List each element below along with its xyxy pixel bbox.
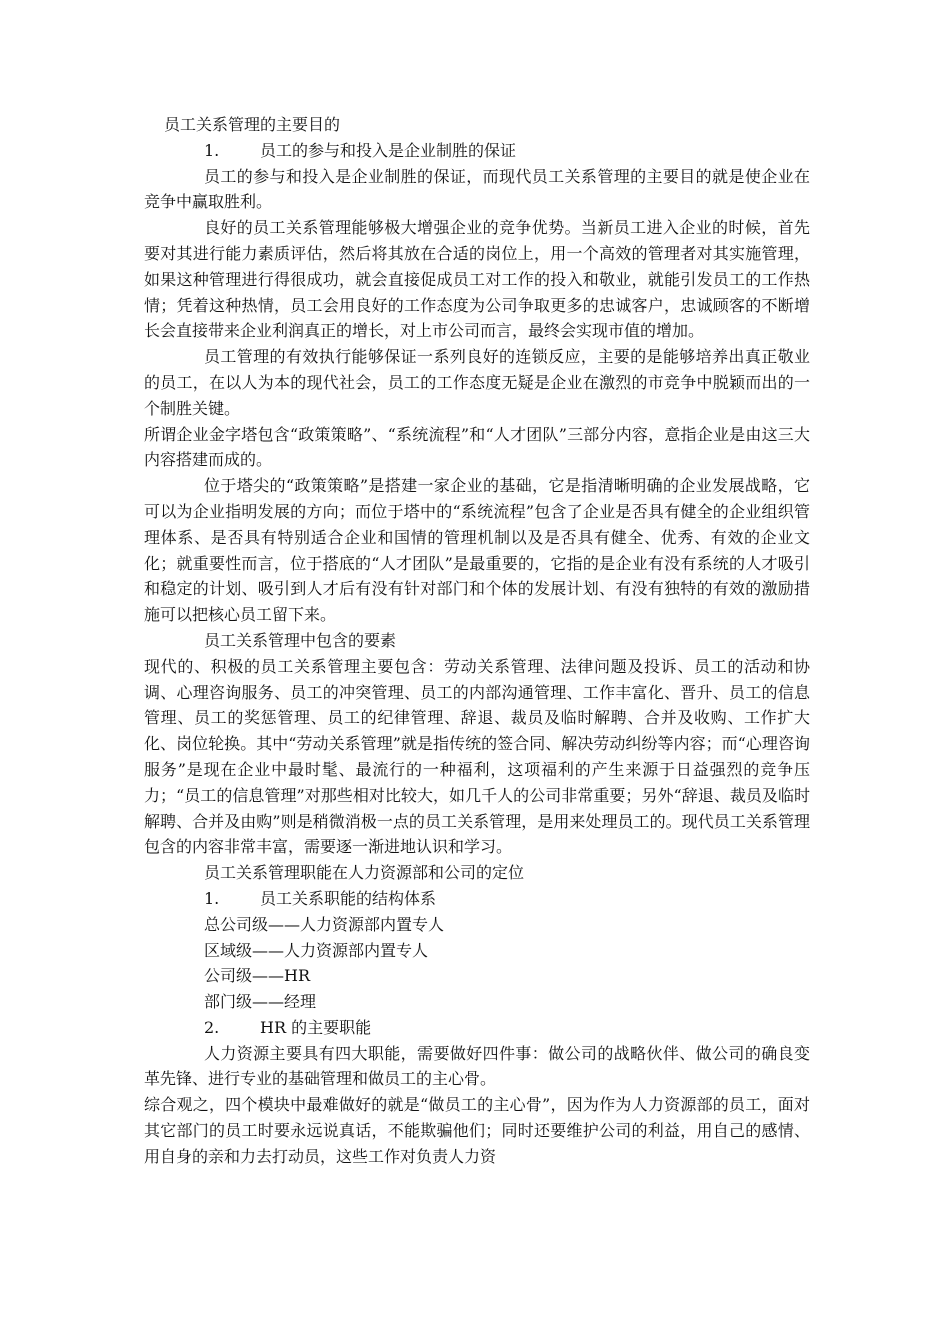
structure-heading (144, 886, 810, 912)
paragraph-conclusion: 综合观之，四个模块中最难做好的就是“做员工的主心骨”，因为作为人力资源部的员工，面对其它部门的员工时要永远说真话，不能欺骗他们；同时还要维护公司的利益，用自己的感情、用自身的亲和力去打动员，这些工作对负责人力资 (144, 1095, 810, 1166)
paragraph-elements: 现代的、积极的员工关系管理主要包含：劳动关系管理、法律问题及投诉、员工的活动和协调、心理咨询服务、员工的冲突管理、员工的内部沟通管理、工作丰富化、晋升、员工的信息管理、员工的奖惩管理、员工的纪律管理、辞退、裁员及临时解聘、合并及收购、工作扩大化、岗位轮换。其中“劳动关系管理”就是指传统的签合同、解决劳动纠纷等内容；而“心理咨询服务”是现在企业中最时髦、最流行的一种福利，这项福利的产生来源于日益强烈的竞争压力；“员工的信息管理”对那些相对比较大，如几千人的公司非常重要；另外“辞退、裁员及临时解聘、合并及由购”则是稍微消极一点的员工关系管理，是用来处理员工的。现代员工关系管理包含的内容非常丰富，需要逐一渐进地认识和学习。 (144, 656, 810, 857)
section-heading-text: HR 的主要职能 (260, 1017, 372, 1037)
paragraph: 员工管理的有效执行能够保证一系列良好的连锁反应，主要的是能够培养出真正敬业的员工，在以人为本的现代社会，员工的工作态度无疑是企业在激烈的市竞争中脱颖而出的一个制胜关键。 (144, 347, 810, 418)
structure-level: 总公司级——人力资源部内置专人 (204, 914, 445, 934)
section-1-heading (144, 138, 810, 164)
paragraph: 员工的参与和投入是企业制胜的保证，而现代员工关系管理的主要目的就是使企业在竞争中赢取胜利。 (144, 166, 810, 212)
position-heading: 员工关系管理职能在人力资源部和公司的定位 (204, 863, 525, 883)
paragraph-pyramid-detail: 位于塔尖的“政策策略”是搭建一家企业的基础，它是指清晰明确的企业发展战略，它可以为企业指明发展的方向；而位于塔中的“系统流程”包含了企业是否具有健全的企业组织管理体系、是否具有特别适合企业和国情的管理机制以及是否具有健全、优秀、有效的企业文化；就重要性而言，位于搭底的“人才团队”是最重要的，它指的是企业有没有系统的人才吸引和稳定的计划、吸引到人才后有没有针对部门和个体的发展计划、有没有独特的有效的激励措施可以把核心员工留下来。 (144, 476, 810, 625)
elements-heading: 员工关系管理中包含的要素 (204, 630, 397, 650)
section-number: 2. (204, 1017, 220, 1037)
section-number: 1. (204, 888, 220, 908)
paragraph-pyramid-intro: 所谓企业金字塔包含“政策策略”、“系统流程”和“人才团队”三部分内容，意指企业是由这三大内容搭建而成的。 (144, 424, 810, 470)
structure-level: 部门级——经理 (204, 992, 317, 1012)
structure-level: 公司级——HR (204, 966, 311, 986)
document-body (144, 112, 810, 1170)
document-title: 员工关系管理的主要目的 (164, 115, 341, 134)
section-number: 1. (204, 140, 220, 160)
section-heading-text: 员工的参与和投入是企业制胜的保证 (260, 140, 517, 160)
paragraph: 良好的员工关系管理能够极大增强企业的竞争优势。当新员工进入企业的时候，首先要对其进行能力素质评估，然后将其放在合适的岗位上，用一个高效的管理者对其实施管理，如果这种管理进行得很成功，就会直接促成员工对工作的投入和敬业，就能引发员工的工作热情；凭着这种热情，员工会用良好的工作态度为公司争取更多的忠诚客户，忠诚顾客的不断增长会直接带来企业利润真正的增长，对上市公司而言，最终会实现市值的增加。 (144, 218, 810, 341)
paragraph-hr: 人力资源主要具有四大职能，需要做好四件事：做公司的战略伙伴、做公司的确良变革先锋、进行专业的基础管理和做员工的主心骨。 (144, 1043, 810, 1089)
structure-level: 区域级——人力资源部内置专人 (204, 940, 429, 960)
hr-heading (144, 1015, 810, 1041)
section-heading-text: 员工关系职能的结构体系 (260, 888, 437, 908)
